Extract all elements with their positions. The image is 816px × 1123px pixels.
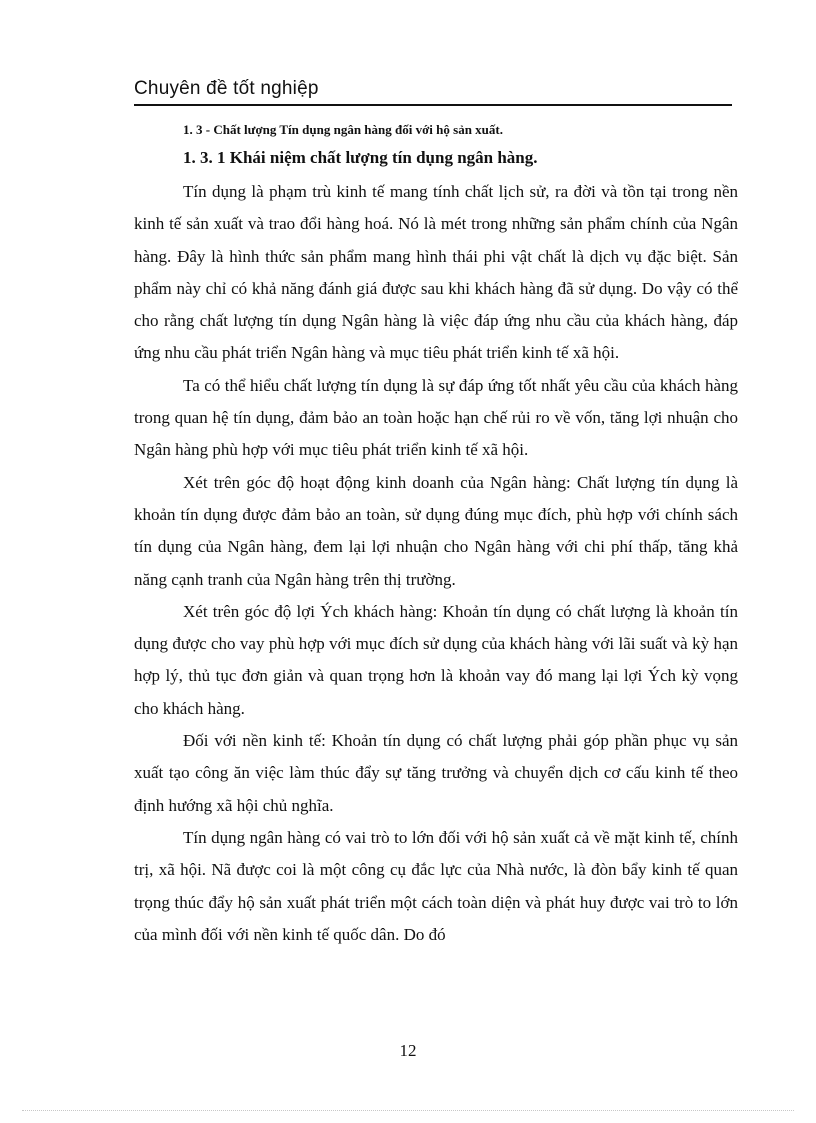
paragraph-2: Ta có thể hiểu chất lượng tín dụng là sự đáp ứng tốt nhất yêu cầu của khách hàng trong quan hệ tín dụng, đảm bảo an toàn hoặc hạn chế rủi ro về vốn, tăng lợi nhuận cho Ngân hàng phù hợp với mục tiêu phát triển kinh tế xã hội. (134, 375, 738, 460)
paragraph-3: Xét trên góc độ hoạt động kinh doanh của Ngân hàng: Chất lượng tín dụng là khoản tín dụng được đảm bảo an toàn, sử dụng đúng mục đích, phù hợp với chính sách tín dụng của Ngân hàng, đem lại lợi nhuận cho Ngân hàng với chi phí thấp, tăng khả năng cạnh tranh của Ngân hàng trên thị trường. (134, 472, 738, 589)
section-heading: 1. 3 - Chất lượng Tín dụng ngân hàng đối với hộ sản xuất. (183, 122, 503, 137)
paragraph-1-text: Tín dụng là phạm trù kinh tế mang tính chất lịch sử, ra đời và tồn tại trong nền kinh tế sản xuất và trao đổi hàng hoá. Nó là mét trong những sản phẩm chính của Ngân hàng. Đây là hình thức sản phẩm mang hình thái phi vật chất là dịch vụ đặc biệt. Sản phẩm này chỉ có khả năng đánh giá được sau khi khách hàng đã sử dụng. Do vậy có thể cho rằng chất lượng tín dụng Ngân hàng là việc đáp ứng nhu cầu của khách hàng, đáp ứng nhu cầu phát triển Ngân hàng và mục tiêu phát triển kinh tế xã hội. (134, 182, 738, 363)
paragraph-4: Xét trên góc độ lợi Ých khách hàng: Khoản tín dụng có chất lượng là khoản tín dụng được cho vay phù hợp với mục đích sử dụng của khách hàng với lãi suất và kỳ hạn hợp lý, thủ tục đơn giản và quan trọng hơn là khoản vay đó mang lại lợi Ých kỳ vọng cho khách hàng. (134, 601, 738, 718)
paragraph-5: Đối với nền kinh tế: Khoản tín dụng có chất lượng phải góp phần phục vụ sản xuất tạo công ăn việc làm thúc đẩy sự tăng trưởng và chuyển dịch cơ cấu kinh tế theo định hướng xã hội chủ nghĩa. (134, 731, 738, 815)
header-title: Chuyên đề tốt nghiệp (134, 78, 319, 99)
subsection-heading: 1. 3. 1 Khái niệm chất lượng tín dụng ngân hàng. (183, 148, 538, 167)
paragraph-6: Tín dụng ngân hàng có vai trò to lớn đối với hộ sản xuất cả về mặt kinh tế, chính trị, xã hội. Nã được coi là một công cụ đắc lực của Nhà nước, là đòn bẩy kinh tế quan trọng thúc đẩy hộ sản xuất phát triển một cách toàn diện và phát huy được vai trò to lớn của mình đối với nền kinh tế quốc dân. Do đó (134, 827, 738, 944)
footer-divider (22, 1110, 794, 1111)
page-header (134, 76, 732, 106)
paragraph-1 (134, 176, 738, 370)
body-text (134, 176, 738, 951)
page-number: 12 (399, 1041, 417, 1060)
